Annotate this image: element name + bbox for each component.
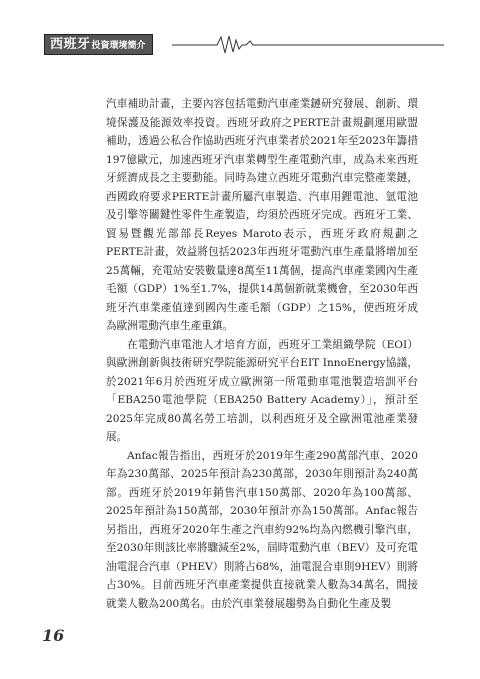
section-title-badge (44, 34, 153, 55)
page-number: 16 (42, 626, 65, 645)
header-rule (172, 32, 444, 56)
paragraph-2: 在電動汽車電池人才培育方面，西班牙工業組織學院（EOI）與歐洲創新與技術研究學院能源研究平台EIT InnoEnergy協議，於2021年6月於西班牙成立歐洲第一所電動車電池製造培訓平台「EBA250電池學院（EBA250 Battery Academy）」，預計至2025年完成80萬名勞工培訓，以利西班牙及全歐洲電池產業發展。 (106, 338, 418, 443)
paragraph-3: Anfac報告指出，西班牙於2019年生產290萬部汽車、2020年為230萬部、2025年預計為230萬部，2030年則預計為240萬部。西班牙於2019年銷售汽車150萬部、2020年為100萬部、2025年預計為150萬部，2030年預計亦為150萬部。Anfac報告另指出，西班牙2020年生產之汽車約92%均為內燃機引擎汽車，至2030年則該比率將驟減至2%，屆時電動汽車（BEV）及可充電油電混合汽車（PHEV）則將占68%，油電混合車則9HEV）則將占30%。目前西班牙汽車產業提供直接就業人數為34萬名，間接就業人數為200萬名。由於汽車業發展趨勢為自動化生產及製 (106, 449, 418, 610)
page-header (44, 32, 444, 56)
paragraph-1: 汽車補助計畫，主要內容包括電動汽車產業鏈研究發展、創新、環境保護及能源效率投資。西班牙政府之PERTE計畫規劃運用歐盟補助，透過公私合作協助西班牙汽車業者於2021年至2023年籌措197億歐元，加速西班牙汽車業轉型生產電動汽車，成為未來西班牙經濟成長之主要動能。同時為建立西班牙電動汽車完整產業鏈，西國政府要求PERTE計畫所屬汽車製造、汽車用鋰電池、氫電池及引擎等關鍵性零件生產製造，均須於西班牙完成。西班牙工業、貿易暨觀光部部長Reyes Maroto表示，西班牙政府規劃之PERTE計畫，效益將包括2023年西班牙電動汽車生產量將增加至25萬輛，充電站安裝數量達8萬至11萬個，提高汽車產業國內生產毛額（GDP）1%至1.7%，提供14萬個新就業機會，至2030年西班牙汽車業產值達到國內生產毛額（GDP）之15%，使西班牙成為歐洲電動汽車生產重鎮。 (106, 98, 418, 332)
section-title: 西班牙 (50, 37, 91, 52)
body-text (106, 95, 418, 613)
section-subtitle: 投資環境簡介 (91, 41, 146, 51)
